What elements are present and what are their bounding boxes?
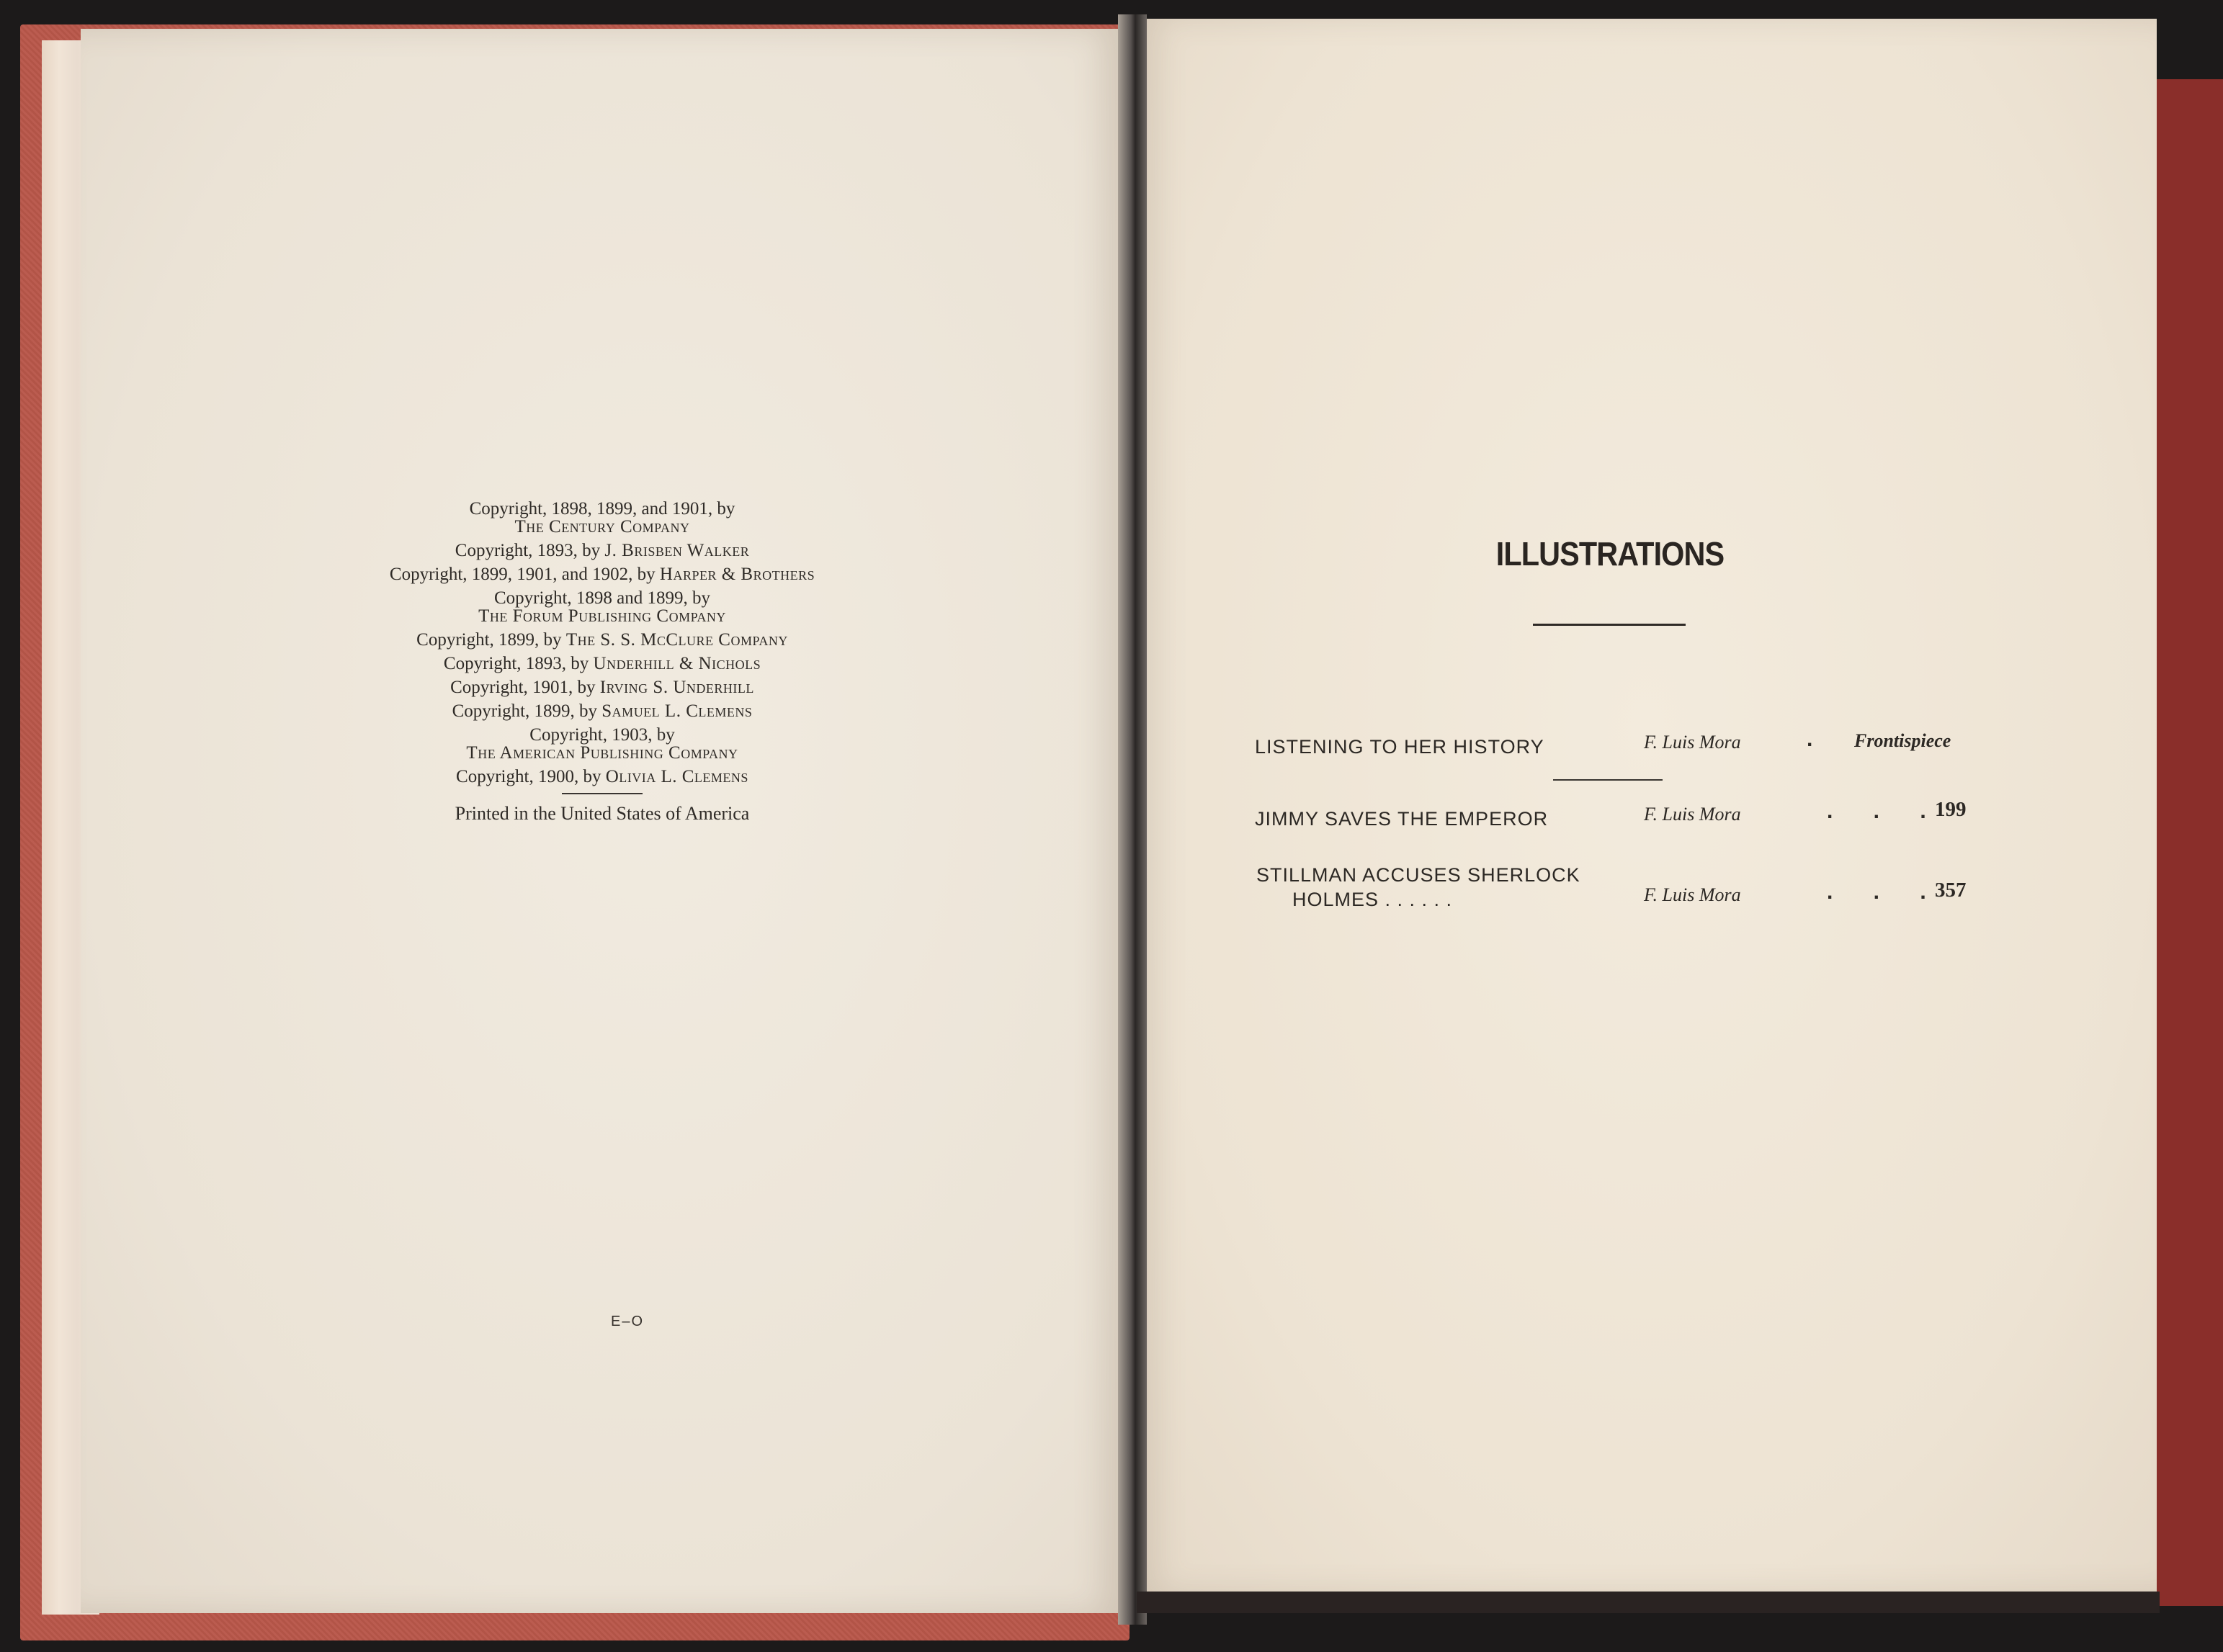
illustration-page: 357 (1935, 879, 1967, 902)
illustration-leader: . (1807, 727, 1830, 751)
illustration-page: 199 (1935, 798, 1967, 821)
heading-rule (1533, 624, 1686, 626)
copyright-line: The American Publishing Company (466, 743, 738, 763)
copyright-line: Copyright, 1900, by Olivia L. Clemens (456, 767, 748, 786)
illustration-leader: . . . (1827, 799, 1944, 823)
illustration-page: Frontispiece (1854, 730, 1951, 751)
copyright-line: Copyright, 1899, by Samuel L. Clemens (452, 701, 753, 721)
copyright-line: Copyright, 1899, 1901, and 1902, by Harper & Brothers (389, 565, 815, 584)
illustration-title: LISTENING TO HER HISTORY (1255, 736, 1544, 758)
copyright-line: Copyright, 1893, by J. Brisben Walker (455, 541, 750, 560)
printed-in-notice: Printed in the United States of America (455, 803, 750, 824)
illustration-artist: F. Luis Mora (1644, 884, 1741, 905)
illustration-artist: F. Luis Mora (1644, 804, 1741, 825)
illustration-leader: . . . (1827, 880, 1944, 904)
copyright-line: Copyright, 1899, by The S. S. McClure Company (416, 630, 788, 650)
book-cover-right (2154, 79, 2223, 1606)
copyright-rule (562, 793, 643, 794)
illustration-title: STILLMAN ACCUSES SHERLOCK (1256, 864, 1580, 886)
copyright-line: Copyright, 1898 and 1899, by (494, 588, 710, 608)
illustration-title: JIMMY SAVES THE EMPEROR (1255, 808, 1549, 830)
illustration-title: HOLMES . . . . . . (1292, 889, 1453, 910)
shadow-strip (1137, 1592, 2160, 1613)
copyright-line: The Forum Publishing Company (478, 606, 726, 626)
copyright-block (81, 497, 1124, 825)
copyright-line: Copyright, 1898, 1899, and 1901, by (469, 499, 735, 519)
copyright-line: Copyright, 1903, by (529, 725, 675, 745)
entry-rule (1553, 779, 1663, 781)
copyright-line: Copyright, 1901, by Irving S. Underhill (450, 678, 754, 697)
printing-code: E–O (611, 1314, 645, 1329)
illustration-artist: F. Luis Mora (1644, 732, 1741, 753)
copyright-line: Copyright, 1893, by Underhill & Nichols (443, 654, 761, 673)
illustrations-heading: ILLUSTRATIONS (1495, 535, 1725, 573)
copyright-line: The Century Company (514, 517, 690, 537)
